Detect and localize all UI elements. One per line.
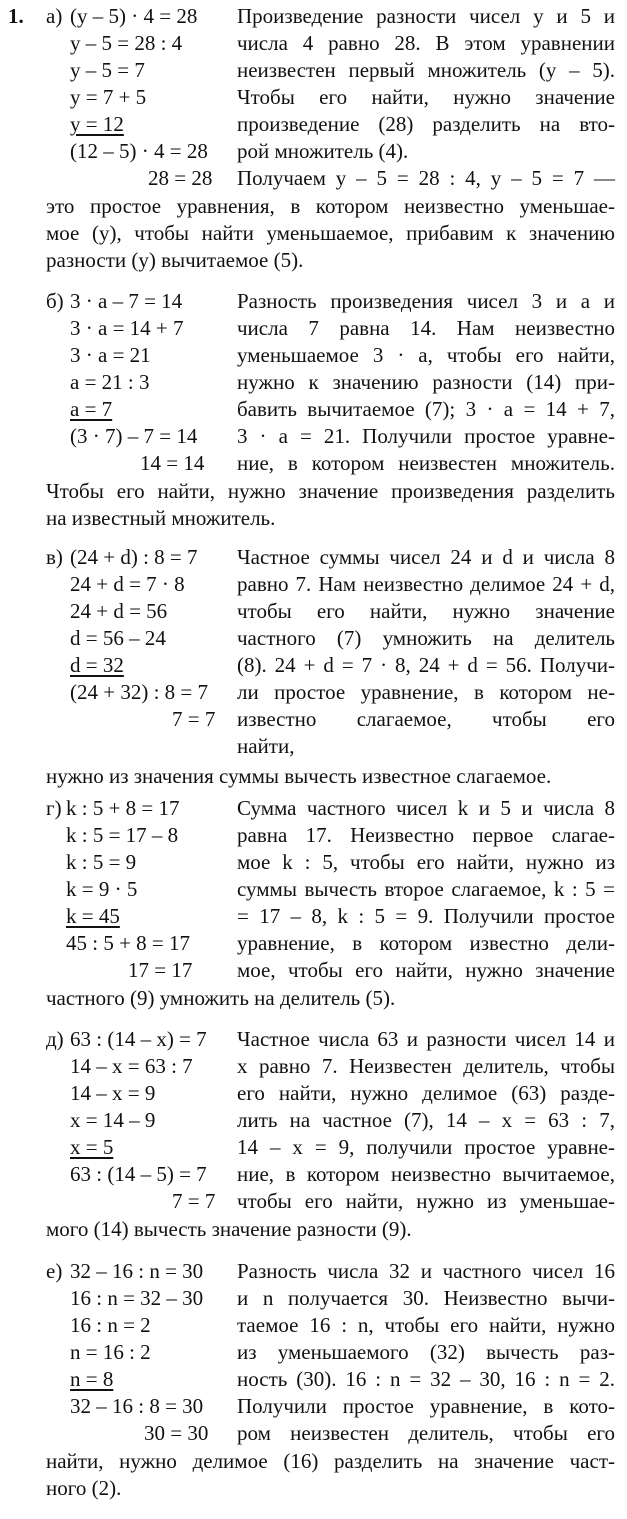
- part-d-text-6: уравнение, в котором известно дели-: [237, 931, 615, 955]
- part-c-text-1: Частное суммы чисел 24 и d и числа 8: [237, 545, 615, 569]
- part-a-check: (12 – 5) · 4 = 28: [70, 139, 208, 163]
- part-f-label: е): [46, 1259, 63, 1283]
- part-d-check: 45 : 5 + 8 = 17: [66, 931, 191, 955]
- part-d-text-3: мое k : 5, чтобы его найти, нужно из: [237, 850, 615, 874]
- part-d-answer: k = 45: [66, 904, 120, 928]
- part-f-eq-1: 32 – 16 : n = 30: [70, 1259, 204, 1283]
- part-f-eq-3: 16 : n = 2: [70, 1313, 151, 1337]
- part-a-tail-2: мое (y), чтобы найти уменьшаемое, прибавим к значению: [46, 221, 615, 245]
- part-d-eq-4: k = 9 · 5: [66, 877, 138, 901]
- part-c-text-4: частного (7) умножить на делитель: [237, 626, 615, 650]
- part-d-eq-2: k : 5 = 17 – 8: [66, 823, 179, 847]
- part-a-text-4: Чтобы его найти, нужно значение: [237, 85, 615, 109]
- part-c-eq-3: 24 + d = 56: [70, 599, 168, 623]
- part-e-check-result: 7 = 7: [172, 1189, 216, 1213]
- part-f-eq-2: 16 : n = 32 – 30: [70, 1286, 204, 1310]
- part-a-eq-1: (y – 5) · 4 = 28: [70, 4, 198, 28]
- part-e-text-4: лить на частное (7), 14 – x = 63 : 7,: [237, 1108, 615, 1132]
- part-f-text-6: Получили простое уравнение, в кото-: [237, 1394, 615, 1418]
- part-e-answer: x = 5: [70, 1135, 114, 1159]
- part-e-text-2: x равно 7. Неизвестен делитель, чтобы: [237, 1054, 615, 1078]
- part-d-check-result: 17 = 17: [128, 958, 193, 982]
- problem-number: 1.: [8, 4, 24, 28]
- part-b-text-4: нужно к значению разности (14) при-: [237, 370, 615, 394]
- part-a-eq-4: y = 7 + 5: [70, 85, 147, 109]
- part-c-check-result: 7 = 7: [172, 707, 216, 731]
- part-c-check: (24 + 32) : 8 = 7: [70, 680, 209, 704]
- part-d-text-5: = 17 – 8, k : 5 = 9. Получили простое: [237, 904, 615, 928]
- part-a-label: а): [46, 4, 63, 28]
- part-a-answer: y = 12: [70, 112, 124, 136]
- part-d-text-4: суммы вычесть второе слагаемое, k : 5 =: [237, 877, 615, 901]
- part-f-text-7: ром неизвестен делитель, чтобы его: [237, 1421, 615, 1445]
- part-f-text-5: ность (30). 16 : n = 32 – 30, 16 : n = 2.: [237, 1367, 615, 1391]
- part-c-tail-1: нужно из значения суммы вычесть известное слагаемое.: [46, 764, 552, 788]
- part-f-text-3: таемое 16 : n, чтобы его найти, нужно: [237, 1313, 615, 1337]
- part-d-text-7: мое, чтобы его найти, нужно значение: [237, 958, 615, 982]
- part-f-text-4: из уменьшаемого (32) вычесть раз-: [237, 1340, 615, 1364]
- part-b-tail-1: Чтобы его найти, нужно значение произведения разделить: [46, 479, 615, 503]
- part-e-eq-2: 14 – x = 63 : 7: [70, 1054, 193, 1078]
- part-a-eq-2: y – 5 = 28 : 4: [70, 31, 183, 55]
- part-b-text-3: уменьшаемое 3 · a, чтобы его найти,: [237, 343, 615, 367]
- part-d-eq-1: k : 5 + 8 = 17: [66, 796, 180, 820]
- part-b-text-5: бавить вычитаемое (7); 3 · a = 14 + 7,: [237, 397, 615, 421]
- part-e-eq-1: 63 : (14 – x) = 7: [70, 1027, 207, 1051]
- part-a-text-6: рой множитель (4).: [237, 139, 409, 163]
- part-a-text-3: неизвестен первый множитель (y – 5).: [237, 58, 615, 82]
- part-e-tail-1: мого (14) вычесть значение разности (9).: [46, 1217, 412, 1241]
- part-e-text-7: чтобы его найти, нужно из уменьшае-: [237, 1189, 615, 1213]
- part-d-label: г): [46, 796, 62, 820]
- part-a-check-result: 28 = 28: [148, 166, 213, 190]
- part-b-text-7: ние, в котором неизвестен множитель.: [237, 451, 615, 475]
- part-b-eq-3: 3 · a = 21: [70, 343, 151, 367]
- part-d-text-2: равна 17. Неизвестно первое слагае-: [237, 823, 615, 847]
- part-b-eq-4: a = 21 : 3: [70, 370, 150, 394]
- part-b-eq-1: 3 · a – 7 = 14: [70, 289, 183, 313]
- part-c-label: в): [46, 545, 63, 569]
- part-e-label: д): [46, 1027, 64, 1051]
- part-f-tail-1: найти, нужно делимое (16) разделить на значение част-: [46, 1449, 615, 1473]
- part-f-tail-2: ного (2).: [46, 1476, 122, 1500]
- part-f-answer: n = 8: [70, 1367, 114, 1391]
- part-b-answer: a = 7: [70, 397, 113, 421]
- part-e-eq-4: x = 14 – 9: [70, 1108, 156, 1132]
- part-e-eq-3: 14 – x = 9: [70, 1081, 156, 1105]
- part-a-eq-3: y – 5 = 7: [70, 58, 145, 82]
- part-b-check: (3 · 7) – 7 = 14: [70, 424, 198, 448]
- part-a-tail-1: это простое уравнения, в котором неизвестно уменьшае-: [46, 194, 615, 218]
- part-e-text-5: 14 – x = 9, получили простое уравне-: [237, 1135, 615, 1159]
- part-c-eq-4: d = 56 – 24: [70, 626, 166, 650]
- part-e-text-3: его найти, нужно делимое (63) разде-: [237, 1081, 615, 1105]
- part-f-text-2: и n получается 30. Неизвестно вычи-: [237, 1286, 615, 1310]
- part-d-text-1: Сумма частного чисел k и 5 и числа 8: [237, 796, 615, 820]
- part-c-text-5: (8). 24 + d = 7 · 8, 24 + d = 56. Получи-: [237, 653, 615, 677]
- part-c-eq-1: (24 + d) : 8 = 7: [70, 545, 198, 569]
- part-b-text-6: 3 · a = 21. Получили простое уравне-: [237, 424, 615, 448]
- part-e-text-6: ние, в котором неизвестно вычитаемое,: [237, 1162, 615, 1186]
- part-b-tail-2: на известный множитель.: [46, 506, 276, 530]
- part-d-eq-3: k : 5 = 9: [66, 850, 137, 874]
- part-e-text-1: Частное числа 63 и разности чисел 14 и: [237, 1027, 615, 1051]
- part-c-eq-2: 24 + d = 7 · 8: [70, 572, 185, 596]
- part-d-tail-1: частного (9) умножить на делитель (5).: [46, 986, 396, 1010]
- part-c-text-8: найти,: [237, 734, 295, 758]
- part-b-text-1: Разность произведения чисел 3 и a и: [237, 289, 615, 313]
- part-c-text-3: чтобы его найти, нужно значение: [237, 599, 615, 623]
- part-c-text-2: равно 7. Нам неизвестно делимое 24 + d,: [237, 572, 615, 596]
- part-b-check-result: 14 = 14: [140, 451, 205, 475]
- part-a-text-2: числа 4 равно 28. В этом уравнении: [237, 31, 615, 55]
- part-b-label: б): [46, 289, 64, 313]
- part-f-text-1: Разность числа 32 и частного чисел 16: [237, 1259, 615, 1283]
- part-b-text-2: числа 7 равна 14. Нам неизвестно: [237, 316, 615, 340]
- part-c-answer: d = 32: [70, 653, 124, 677]
- part-a-text-7: Получаем y – 5 = 28 : 4, y – 5 = 7 —: [237, 166, 615, 190]
- part-f-check-result: 30 = 30: [144, 1421, 209, 1445]
- part-f-eq-4: n = 16 : 2: [70, 1340, 151, 1364]
- part-a-tail-3: разности (y) вычитаемое (5).: [46, 248, 304, 272]
- part-a-text-5: произведение (28) разделить на вто-: [237, 112, 615, 136]
- part-f-check: 32 – 16 : 8 = 30: [70, 1394, 204, 1418]
- part-b-eq-2: 3 · a = 14 + 7: [70, 316, 184, 340]
- part-c-text-6: ли простое уравнение, в котором не-: [237, 680, 615, 704]
- part-e-check: 63 : (14 – 5) = 7: [70, 1162, 207, 1186]
- part-a-text-1: Произведение разности чисел y и 5 и: [237, 4, 615, 28]
- part-c-text-7: известно слагаемое, чтобы его: [237, 707, 615, 731]
